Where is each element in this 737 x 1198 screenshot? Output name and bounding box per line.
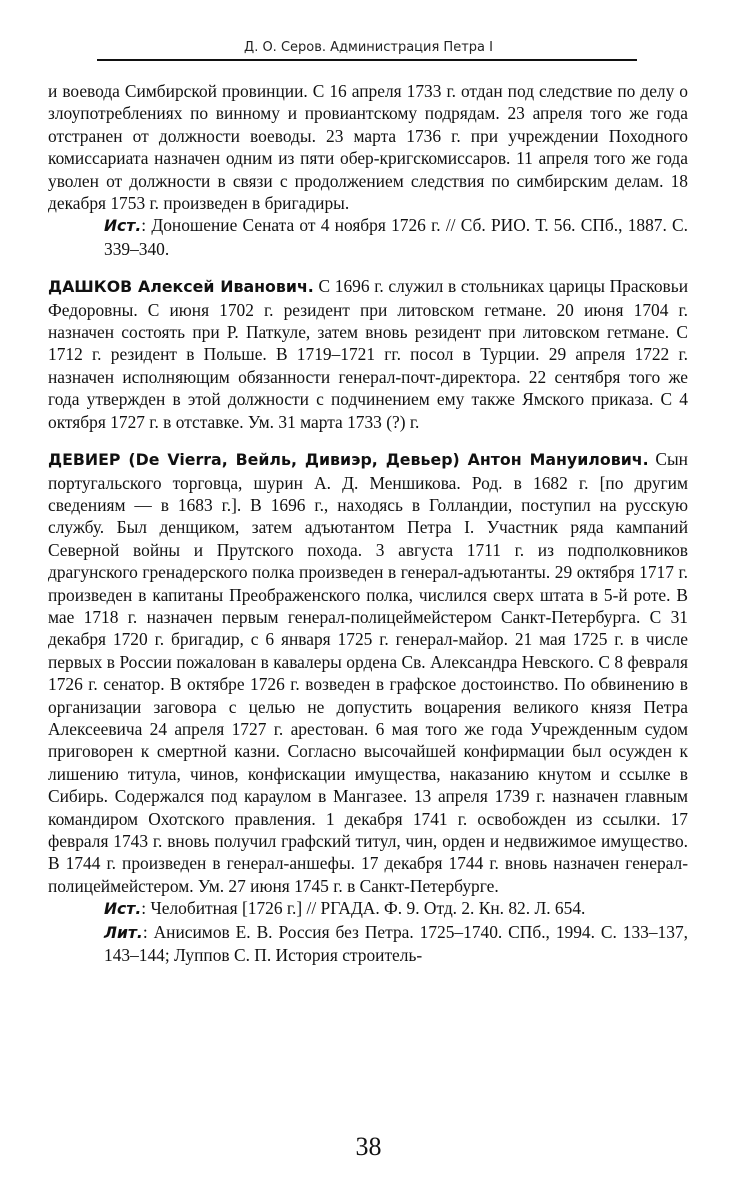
entry-body: Сын португальского торговца, шурин А. Д. Меншикова. Род. в 1682 г. [по другим сведениям — в 1683 г.]. В 1696 г., находясь в Голландии, поступил на русскую службу. Был денщиком, затем адъютантом Петра I. Участник ряда кампаний Северной войны и Прутского похода. 3 августа 1711 г. из подполковников драгунского гренадерского полка произведен в генерал-адъютанты. 29 октября 1717 г. произведен в капитаны Преображенского полка, числился сверх штата в 5-й роте. В мае 1718 г. назначен первым генерал-полицеймейстером Санкт-Петербурга. С 31 декабря 1720 г. бригадир, с 6 января 1725 г. генерал-майор. 21 мая 1725 г. в числе первых в России пожалован в кавалеры ордена Св. Александра Невского. С 8 февраля 1726 г. сенатор. В октябре 1726 г. возведен в графское достоинство. По обвинению в организации заговора с целью не допустить воцарения великого князя Петра Алексеевича 24 апреля 1727 г. арестован. 6 мая того же года Учрежденным судом приговорен к смертной казни. Согласно высочайшей конфирмации был осужден к лишению титула, чинов, конфискации имущества, наказанию кнутом и ссылке в Сибирь. Содержался под караулом в Мангазее. 13 апреля 1739 г. назначен главным командиром Охотского правления. 1 декабря 1741 г. освобожден из ссылки. 17 февраля 1743 г. вновь получил графский титул, чин, орден и недвижимое имущество. В 1744 г. произведен в генерал-аншефы. 17 декабря 1744 г. вновь назначен генерал-полицеймейстером. Ум. 27 июня 1745 г. в Санкт-Петербурге. — [48, 449, 688, 896]
sources-text: : Доношение Сената от 4 ноября 1726 г. // Сб. РИО. Т. 56. СПб., 1887. С. 339–340. — [104, 215, 688, 259]
entry-heading: ДЕВИЕР (De Vierra, Вейль, Дивиэр, Девьер) Антон Мануилович. — [48, 450, 649, 470]
continuation-paragraph: и воевода Симбирской провинции. С 16 апреля 1733 г. отдан под следствие по делу о злоупотреблениях по винному и провиантскому подрядам. 23 апреля того же года отстранен от должности воеводы. 23 марта 1736 г. при учреждении Походного комиссариата назначен одним из пяти обер-кригскомиссаров. 11 апреля того же года уволен от должности в связи с продолжением следствия по симбирским делам. 18 декабря 1753 г. произведен в бригадиры. — [48, 81, 688, 214]
literature-label: Лит. — [104, 923, 143, 942]
text-block — [48, 80, 688, 966]
sources-label: Ист. — [104, 900, 142, 919]
sources-label: Ист. — [104, 217, 142, 236]
literature-text: : Анисимов Е. В. Россия без Петра. 1725–1740. СПб., 1994. С. 133–137, 143–144; Луппов С. П. История строитель- — [104, 921, 688, 966]
entry-devier — [48, 448, 688, 897]
header-rule — [97, 59, 637, 61]
sources-text: : Челобитная [1726 г.] // РГАДА. Ф. 9. Отд. 2. Кн. 82. Л. 654. — [141, 898, 586, 919]
entry-body: С 1696 г. служил в стольниках царицы Прасковьи Федоровны. С июня 1702 г. резидент при литовском гетмане. 20 июня 1704 г. назначен состоять при Р. Паткуле, затем вновь резидент при литовском гетмане. С 1712 г. резидент в Польше. В 1719–1721 гг. посол в Турции. 29 апреля 1722 г. назначен исполняющим обязанности генерал-почт-директора. 22 сентября того же года утвержден в этой должности с подчинением ему также Ямского приказа. С 4 октября 1727 г. в отставке. Ум. 31 марта 1733 (?) г. — [48, 276, 688, 432]
entry-heading: ДАШКОВ Алексей Иванович. — [48, 277, 314, 297]
entry-dashkov — [48, 275, 688, 433]
entry-devier-sources — [48, 897, 688, 920]
page-number: 38 — [355, 1132, 382, 1161]
entry-devier-literature — [48, 921, 688, 967]
continuation-sources — [48, 214, 688, 260]
running-head: Д. О. Серов. Администрация Петра I — [244, 40, 493, 55]
